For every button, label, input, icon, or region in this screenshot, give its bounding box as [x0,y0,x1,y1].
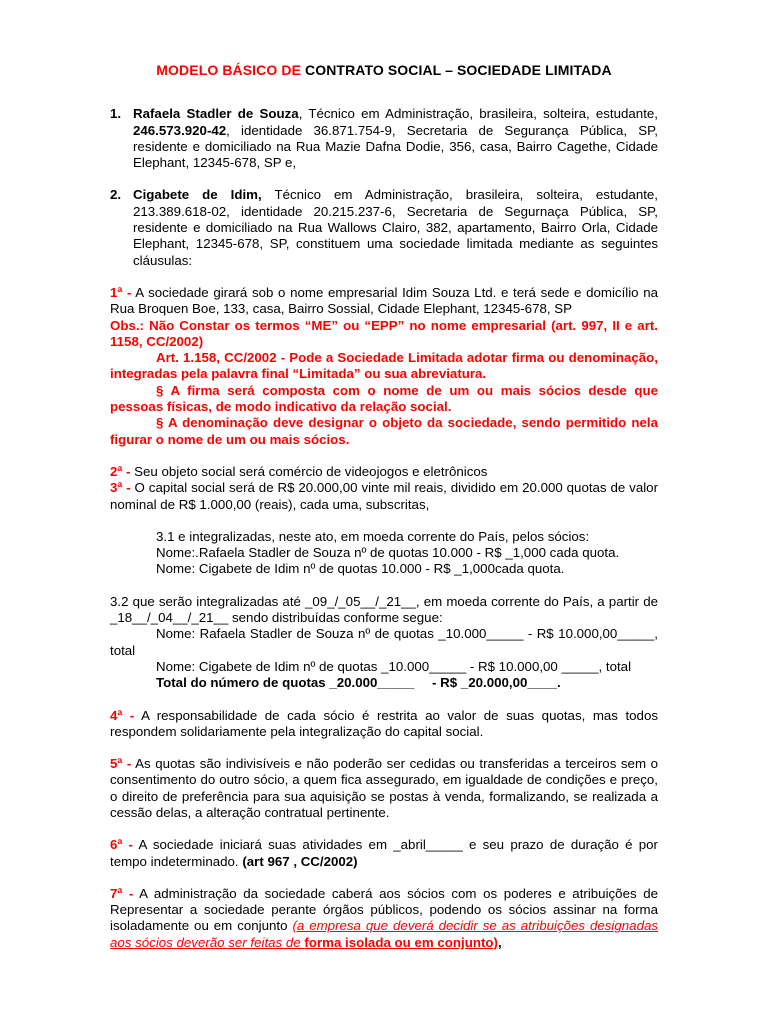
party-2-name: Cigabete de Idim, [133,187,262,203]
party-1-cpf: 246.573.920-42 [133,122,227,138]
contract-page [110,54,658,951]
clause-3-1-partner-a: Nome:.Rafaela Stadler de Souza nº de quotas 10.000 - R$ _1,000 cada quota. [156,545,620,561]
clause-3-2-partner-a: Nome: Rafaela Stadler de Souza nº de quotas _10.000_____ - R$ 10.000,00_____, total [110,626,658,658]
clause-6-label: 6ª - [110,837,133,853]
party-1-text-c: Secretaria de Segurança Pública, SP [406,122,655,138]
clause-7-note-bold: forma isolada ou em conjunto) [304,934,498,950]
party-1-text-d: , residente e domiciliado na Rua Mazie Dafna Dodie, 356, casa, Bairro Cagethe, Cidade Elephant, 12345-678, SP e, [133,122,658,171]
document-title [110,62,658,78]
total-quotas: Total do número de quotas _20.000_____ [156,675,415,691]
clause-7-text-2: , podendo os sócios assinar na forma isoladamente ou em conjunto [110,902,658,934]
party-2 [110,187,658,268]
clause-2-text: Seu objeto social será comércio de videojogos e eletrônicos [130,463,488,479]
clause-1-text: A sociedade girará sob o nome empresarial Idim Souza Ltd. e terá sede e domicílio na Rua Broquen Boe, 133, casa, Bairro Sossial, Cidade Elephant, 12345-678, SP [110,284,658,317]
clause-5-text: As quotas são indivisíveis e não poderão ser cedidas ou transferidas a terceiros sem o consentimento do outro sócio, a quem fica assegurado, em igualdade de condições e preço, o direito de preferência para sua aquisição se postas à venda, formalizando, se realizada a cessão delas, a alteração contratual pertinente. [110,756,658,820]
clause-1-paragraph-2: § A denominação deve designar o objeto da sociedade, sendo permitido nela figurar o nome de um ou mais sócios. [110,415,658,447]
clause-7-label: 7ª - [110,885,134,901]
clause-1-label: 1ª - [110,284,132,300]
clause-6 [110,837,658,870]
party-1 [110,106,658,171]
clause-1-obs: Obs.: Não Constar os termos “ME” ou “EPP” no nome empresarial (art. 997, II e art. 1158, CC/2002) [110,317,658,349]
clause-3-text: O capital social será de R$ 20.000,00 vinte mil reais, dividido em 20.000 quotas de valor nominal de R$ 1.000,00 (reais), cada uma, subscritas, [110,480,658,512]
party-1-text-b: , identidade 36.871.754-9, [226,122,396,138]
clause-4-label: 4ª - [110,707,135,723]
clause-6-text: A sociedade iniciará suas atividades em _abril_____ e seu prazo de duração é por tempo indeterminado. [110,837,658,869]
clause-1 [110,285,658,318]
clause-4-text: A responsabilidade de cada sócio é restrita ao valor de suas quotas, mas todos respondem solidariamente pela integralização do capital social. [110,707,658,739]
party-1-text-a: , Técnico em Administração, brasileira, solteira, estudante, [298,106,658,122]
clause-2-label: 2ª - [110,463,131,479]
clause-3-1: 3.1 e integralizadas, neste ato, em moeda corrente do País, pelos sócios: [156,528,590,544]
clause-7-text: A administração da sociedade caberá aos sócios com os poderes e atribuições de Representar a sociedade perante órgãos públicos [110,885,658,918]
party-1-name: Rafaela Stadler de Souza [133,106,299,122]
clause-7-note: (a empresa que deverá decidir se as atribuições designadas aos sócios deverão ser feitas de [110,918,659,950]
clause-5-label: 5ª - [110,756,132,772]
clause-3-label: 3ª - [110,480,131,496]
clause-4 [110,708,658,741]
clause-7 [110,886,658,951]
clause-5 [110,756,658,821]
clause-3-2: 3.2 que serão integralizadas até _09_/_05__/_21__, em moeda corrente do País, a partir de _18__/_04__/_21__ sendo distribuídas conforme segue: [110,593,658,626]
clause-3-1-partner-b: Nome: Cigabete de Idim nº de quotas 10.000 - R$ _1,000cada quota. [156,561,565,577]
clause-3 [110,480,658,513]
party-2-text: Técnico em Administração, brasileira, solteira, estudante, 213.389.618-02, identidade 20.215.237-6, Secretaria de Segurnaça Pública, SP, residente e domiciliado na Rua Wallows Clairo, 382, apartamento, Bairro Orla, Cidade Elephant, 12345-678, SP, constituem uma sociedade limitada mediante as seguintes cláusulas: [133,187,658,268]
clause-3-total [110,675,658,691]
party-1-number: 1. [110,106,122,122]
clause-2 [110,464,658,480]
title-red-part: MODELO BÁSICO DE [156,62,302,78]
clause-1-paragraph-1: § A firma será composta com o nome de um ou mais sócios desde que pessoas físicas, de modo indicativo da relação social. [110,382,658,415]
title-black-part: CONTRATO SOCIAL – SOCIEDADE LIMITADA [305,62,612,78]
party-2-number: 2. [110,187,122,203]
clause-1-article: Art. 1.158, CC/2002 - Pode a Sociedade Limitada adotar firma ou denominação, integradas pela palavra final “Limitada” ou sua abreviatura. [110,350,658,382]
clause-6-reference: (art 967 , CC/2002) [238,853,358,869]
clause-7-end: , [497,934,502,950]
total-value: - R$ _20.000,00____. [432,675,561,691]
clause-3-2-partner-b: Nome: Cigabete de Idim nº de quotas _10.000_____ - R$ 10.000,00 _____, total [156,658,632,674]
